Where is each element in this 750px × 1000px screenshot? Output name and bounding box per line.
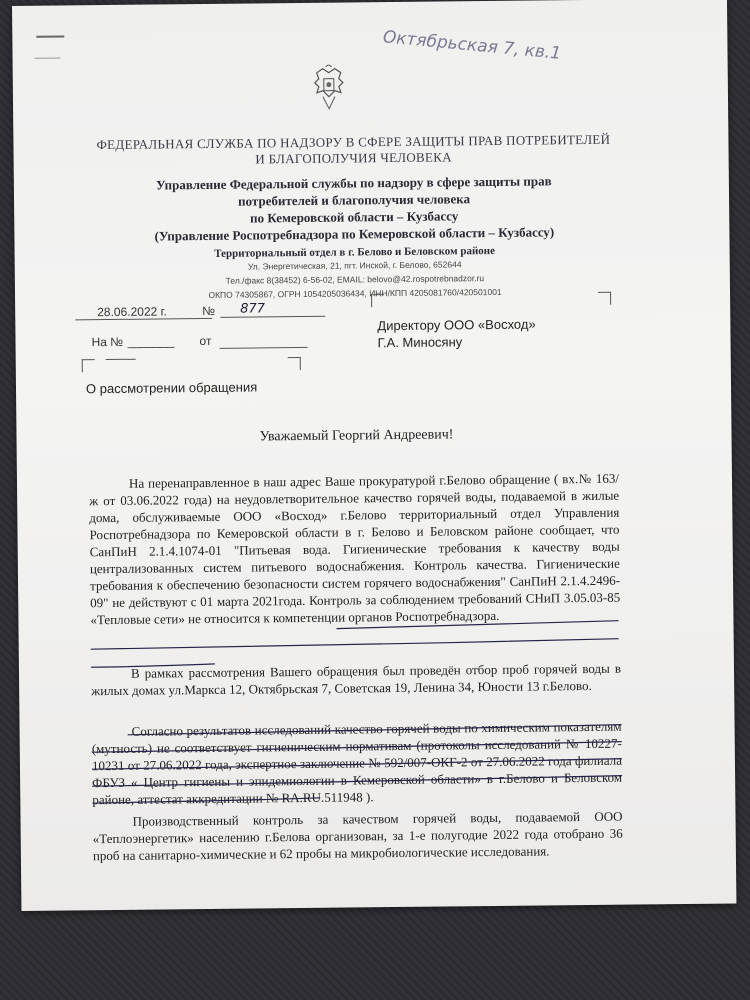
agency-line-1: ФЕДЕРАЛЬНАЯ СЛУЖБА ПО НАДЗОРУ В СФЕРЕ ЗАЩИТЫ ПРАВ ПОТРЕБИТЕЛЕЙ [96, 131, 611, 153]
paragraph-3: Согласно результатов исследований качество горячей воды по химическим показателям (мутность) не соответствует гигиеническим нормативам (протоколы исследований № 10227- 10231 от 27.06.2022 года, экспертное заключение № 592/007-ОКГ-2 от 27.06.2022 года филиала ФБУЗ « Центр гигиены и эпидемиологии в Кемеровской области» в г.Белово и Беловском районе, аттестат аккредитации № RA.RU.511948 ). [91, 718, 623, 808]
office-address: Ул. Энергетическая, 21, пгт. Инской, г. Белово, 652644 [247, 259, 462, 272]
letter-number: 877 [220, 301, 325, 318]
reply-to-label: На № [91, 334, 124, 350]
document-sheet [12, 0, 736, 911]
department-line-1: Управление Федеральной службы по надзору в сфере защиты прав [156, 173, 552, 193]
pen-underlines [12, 0, 736, 911]
office-codes: ОКПО 74305867, ОГРН 1054205036434, ИНН/КПП 4205081760/420501001 [208, 286, 502, 300]
office-name: Территориальный отдел в г. Белово и Беловском районе [214, 244, 496, 260]
subject: О рассмотрении обращения [85, 379, 258, 397]
paragraph-2: В рамках рассмотрения Вашего обращения был проведён отбор проб горячей воды в жилых домах ул.Маркса 12, Октябрьская 7, Советская 19, Ленина 34, Юности 13 г.Белово. [91, 660, 622, 699]
paragraph-4: Производственный контроль за качеством горячей воды, подаваемой ООО «Теплоэнергетик» населению г.Белова организован, за 1-е полугодие 2022 года отобрано 36 проб на санитарно-химические и 62 пробы на микробиологические исследования. [92, 808, 623, 864]
salutation: Уважаемый Георгий Андреевич! [259, 427, 454, 445]
department-line-4: (Управление Роспотребнадзора по Кемеровской области – Кузбассу) [154, 224, 555, 244]
department-line-3: по Кемеровской области – Кузбассу [249, 208, 459, 226]
department-line-2: потребителей и благополучия человека [237, 191, 471, 209]
reply-from-label: от [199, 333, 212, 349]
addressee-line-1: Директору ООО «Восход» [377, 316, 536, 334]
agency-line-2: И БЛАГОПОЛУЧИЯ ЧЕЛОВЕКА [255, 149, 452, 167]
letter-date: 28.06.2022 г. [75, 304, 212, 320]
paragraph-1: На перенаправленное в наш адрес Ваше прокуратурой г.Белово обращение ( вх.№ 163/ж от 03.06.2022 года) на неудовлетворительное качество горячей воды, подаваемой в жилые дома, обслуживаемые ООО «Восход» г.Белово территориальный отдел Управления Роспотребнадзора по Кемеровской области в г. Белово и Беловском районе сообщает, что СанПиН 2.1.4.1074-01 "Питьевая вода. Гигиенические требования к качеству воды централизованных систем питьевого водоснабжения. Контроль качества. Гигиенические требования к обеспечению безопасности систем горячего водоснабжения" СанПиН 2.1.4.2496-09" не действуют с 01 марта 2021года. Контроль за соблюдением требований СНиП 3.05.03-85 «Тепловые сети» не относится к компетенции органов Роспотребнадзора. [89, 470, 621, 628]
letter-number-label: № [202, 303, 216, 319]
handwritten-note: Октябрьская 7, кв.1 [382, 27, 562, 64]
office-contacts: Тел./факс 8(38452) 6-56-02, EMAIL: belovo@42.rospotrebnadzor.ru [225, 273, 485, 286]
reply-to-blank: _______ [127, 334, 175, 349]
addressee-line-2: Г.А. Миносяну [377, 334, 463, 351]
